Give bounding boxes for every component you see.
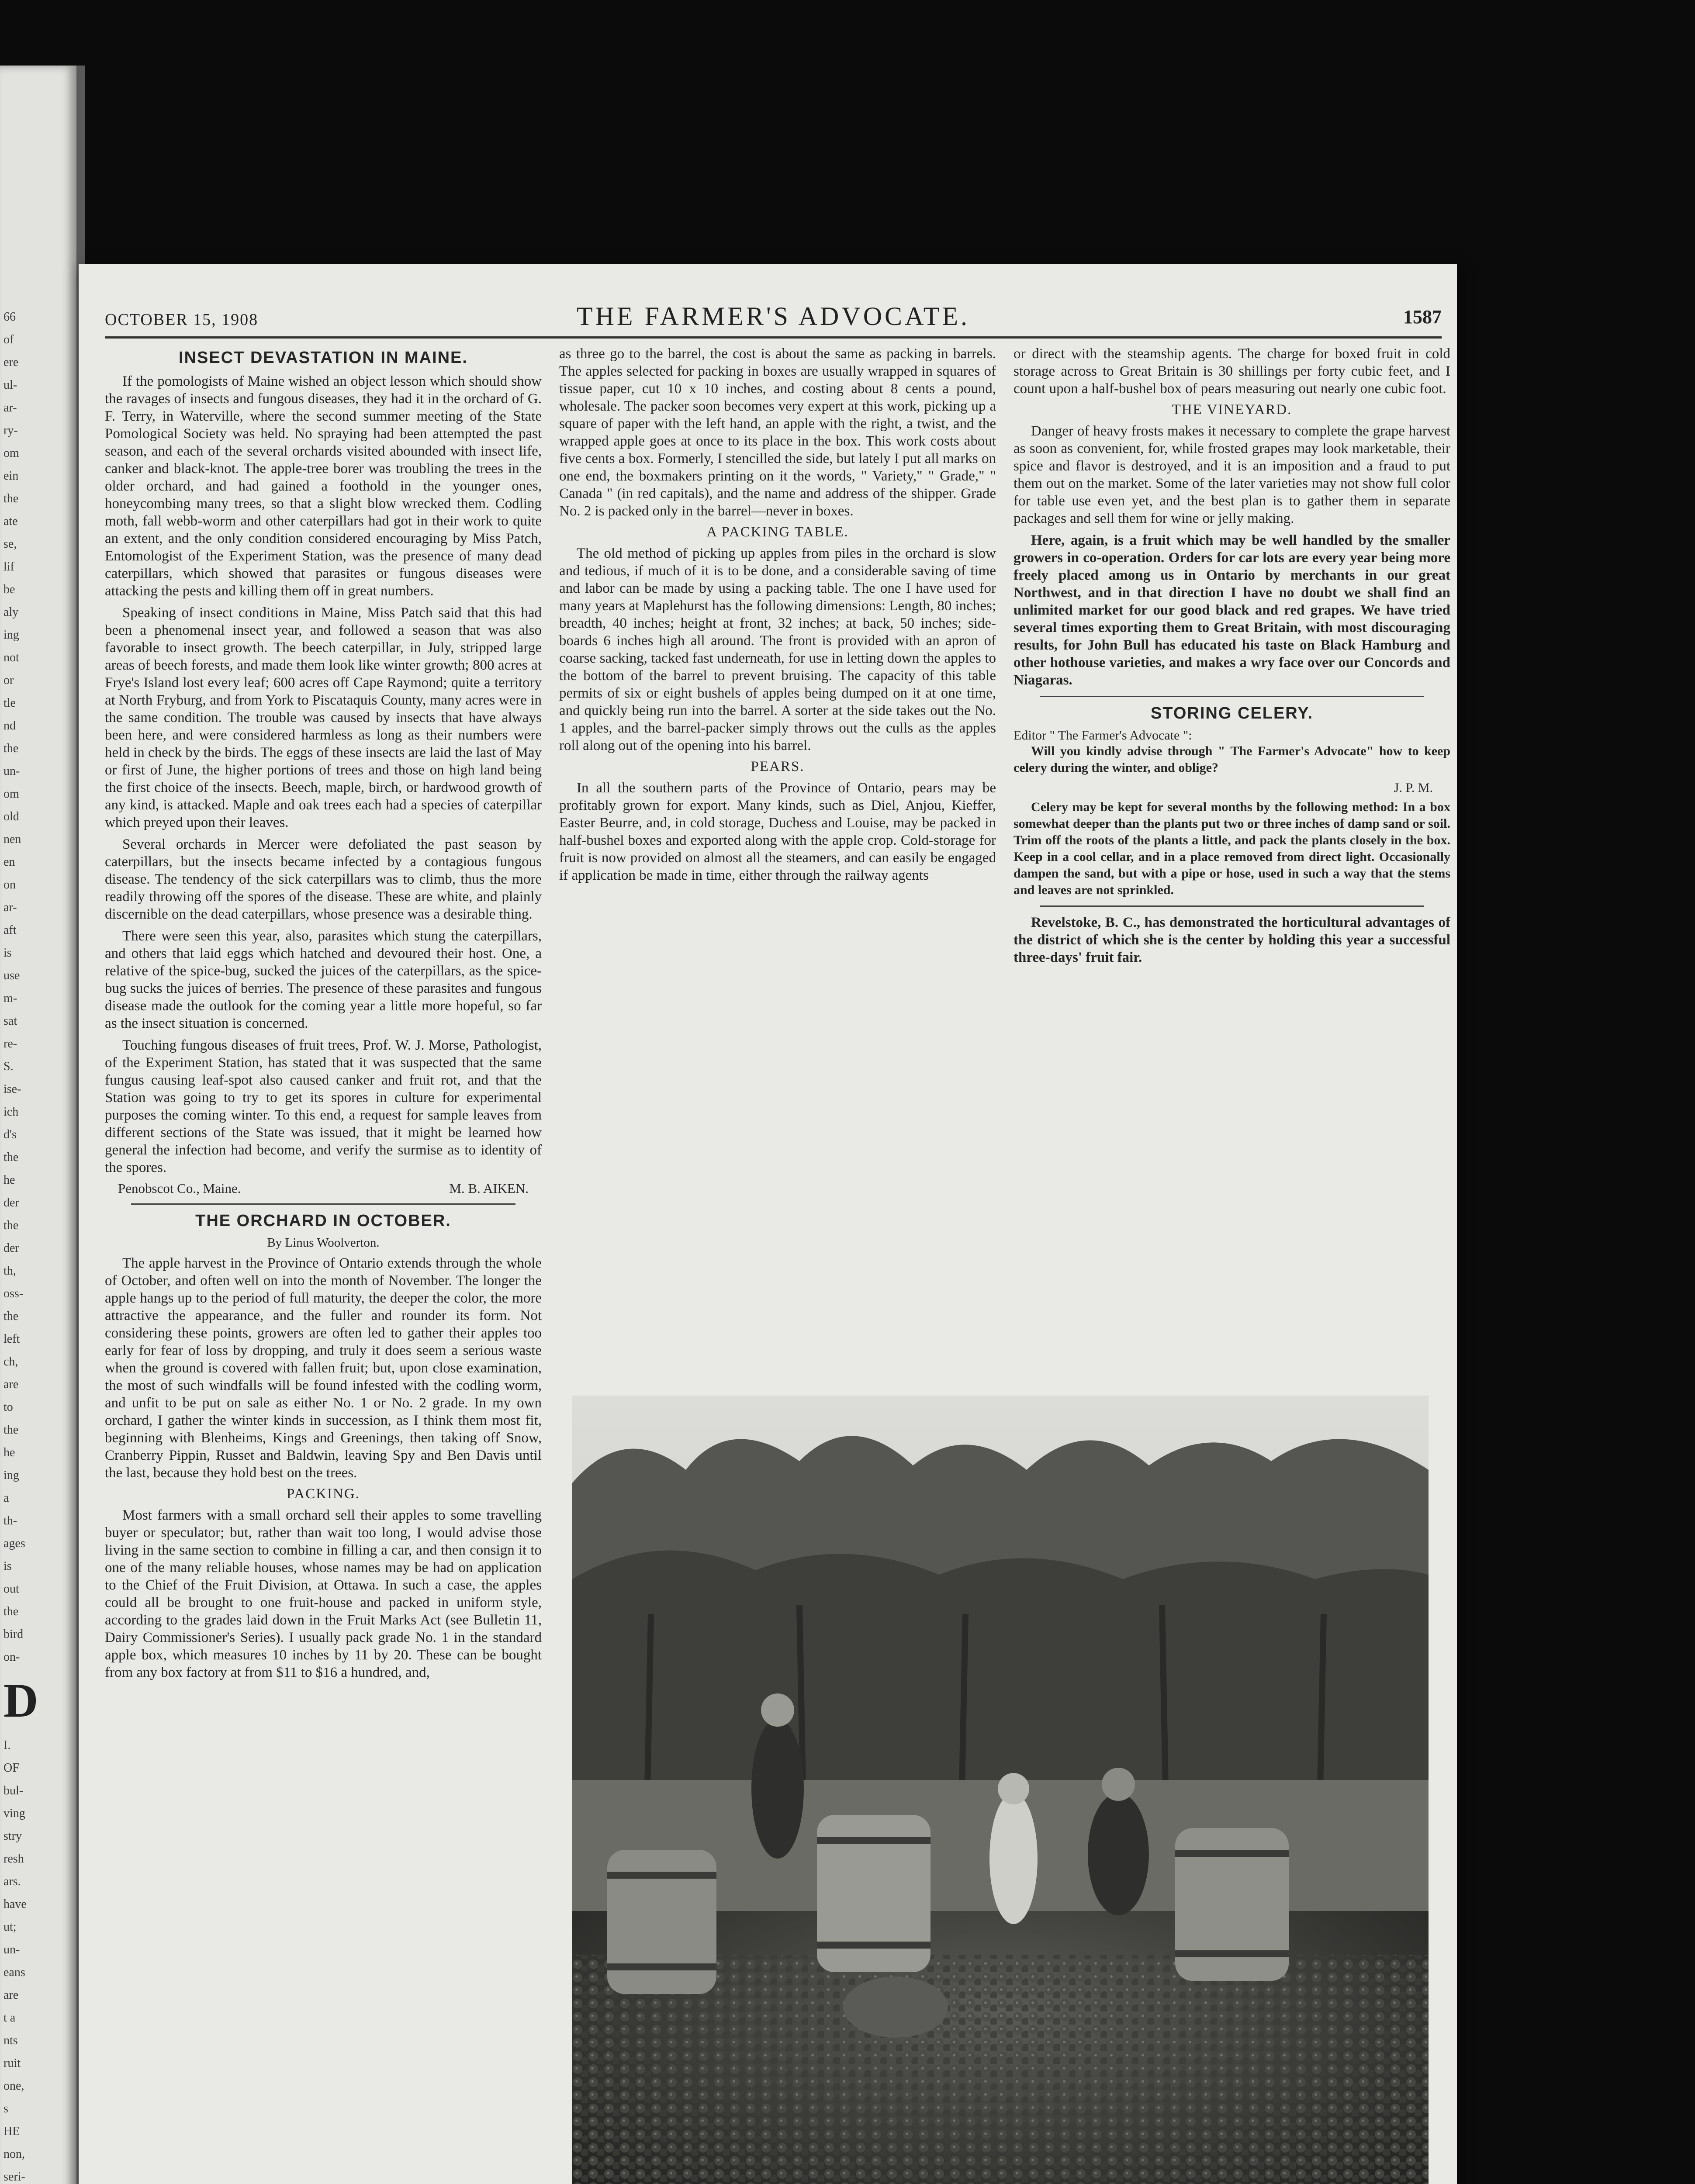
prev-page-fragment: bul- bbox=[3, 1784, 24, 1797]
prev-page-fragment: om bbox=[3, 446, 19, 460]
prev-page-fragment: the bbox=[3, 1605, 19, 1618]
prev-page-fragment: ch, bbox=[3, 1355, 18, 1368]
divider bbox=[131, 1203, 515, 1205]
prev-page-fragment: 66 bbox=[3, 310, 16, 324]
prev-page-fragment: on- bbox=[3, 1650, 20, 1664]
prev-page-fragment: stry bbox=[3, 1829, 22, 1843]
prev-page-fragment: th- bbox=[3, 1514, 17, 1527]
signature-name: M. B. AIKEN. bbox=[449, 1181, 529, 1196]
prev-page-fragment: re- bbox=[3, 1037, 17, 1051]
paragraph: If the pomologists of Maine wished an object lesson which should show the ravages of insects and fungous diseases, they had it in the orchard of G. F. Terry, in Waterville, where the second summer meeting of the State Pomological Society was held. No spraying had been attempted the past season, and each of the several orchards visited abounded with insect life, canker and black-knot. The apple-tree borer was troubling the trees in the older orchard, and had gained a foothold in the younger ones, honeycombing many trees, so that a slight blow wrecked them. Codling moth, fall webb-worm and other caterpillars had got in their work to quite an extent, and the only condition considered encouraging by Miss Patch, Entomologist of the Experiment Station, was the presence of many dead caterpillars, which showed that parasites or fungous diseases were attacking the pests and killing them off in great numbers. bbox=[105, 373, 542, 599]
prev-page-fragment: nts bbox=[3, 2034, 18, 2047]
page-number: 1587 bbox=[1403, 306, 1442, 328]
pears-heading: PEARS. bbox=[751, 759, 805, 774]
prev-page-fragment: en bbox=[3, 855, 15, 869]
prev-page-fragment: ere bbox=[3, 356, 19, 369]
signature-place: Penobscot Co., Maine. bbox=[118, 1181, 241, 1196]
prev-page-fragment: be bbox=[3, 583, 15, 596]
packing-subheading: PACKING. bbox=[287, 1486, 360, 1502]
column-2 bbox=[559, 345, 996, 1389]
publication-title: THE FARMER'S ADVOCATE. bbox=[576, 302, 970, 331]
prev-page-fragment: not bbox=[3, 651, 19, 664]
prev-page-fragment: der bbox=[3, 1241, 19, 1255]
prev-page-fragment: der bbox=[3, 1196, 19, 1209]
prev-page-fragment: non, bbox=[3, 2147, 25, 2161]
question-initials: J. P. M. bbox=[1394, 781, 1433, 795]
prev-page-fragment: one, bbox=[3, 2079, 24, 2093]
paragraph: Danger of heavy frosts makes it necessary to complete the grape harvest as soon as convenient, for, while frosted grapes may look marketable, their spice and flavor is destroyed, and it is an imposition and a fraud to put them out on the market. Some of the later varieties may not show full color for table use even yet, and the best plan is to gather them in separate packages and sell them for wine or jelly making. bbox=[1014, 423, 1450, 526]
orchard-article-byline: By Linus Woolverton. bbox=[267, 1236, 380, 1250]
prev-page-fragment: d's bbox=[3, 1128, 17, 1141]
prev-page-fragment: ving bbox=[3, 1807, 25, 1820]
paragraph: Here, again, is a fruit which may be well handled by the smaller growers in co-operation. Orders for car lots are every year being more freely placed among us in Ontario by merchants in our great Northwest, and in that direction I have no doubt we shall find an unlimited market for our good black and red grapes. We have tried several times exporting them to Great Britain, with most discouraging results, for John Bull has educated his taste on Black Hamburg and other hothouse varieties, and makes a wry face over our Concords and Niagaras. bbox=[1014, 532, 1450, 688]
paragraph: Touching fungous diseases of fruit trees, Prof. W. J. Morse, Pathologist, of the Experiment Station, has stated that it was suspected that the same fungus causing leaf-spot also caused canker and fruit rot, and that the Station was going to try to get its spores in culture for experimental purposes the coming winter. To this end, a request for sample leaves from different sections of the State was issued, that it might be learned how general the infection had become, and verify the surmise as to identity of the spores. bbox=[105, 1037, 542, 1175]
prev-page-fragment: are bbox=[3, 1378, 19, 1391]
insect-article-heading: INSECT DEVASTATION IN MAINE. bbox=[179, 349, 468, 367]
prev-page-fragment: ich bbox=[3, 1105, 19, 1119]
prev-page-fragment: he bbox=[3, 1446, 15, 1459]
paragraph: Most farmers with a small orchard sell their apples to some travelling buyer or speculator; but, rather than wait too long, I would advise those living in the same section to combine in filling a car, and then consign it to one of the many reliable houses, whose names may be had on application to the Chief of the Fruit Division, at Ottawa. In such a case, the apples could all be brought to one fruit-house and packed in uniform style, according to the grades laid down in the Fruit Marks Act (see Bulletin 11, Dairy Commissioner's Series). I usually pack grade No. 1 in the standard apple box, which measures 10 inches by 11 by 20. These can be bought from any box factory at from $11 to $16 a hundred, and, bbox=[105, 1507, 542, 1680]
prev-page-fragment: tle bbox=[3, 696, 16, 710]
prev-page-fragment: ry- bbox=[3, 424, 18, 437]
paragraph: There were seen this year, also, parasites which stung the caterpillars, and others that laid eggs which hatched and devoured their host. One, a relative of the spice-bug, sucked the juices of the caterpillars, as the spice-bug sucks the juices of berries. The presence of these parasites and fungous disease made the outlook for the coming year a little more hopeful, so far as the insect situation is concerned. bbox=[105, 928, 542, 1031]
prev-page-fragment: ing bbox=[3, 1469, 19, 1482]
prev-page-fragment: un- bbox=[3, 1943, 20, 1956]
prev-page-fragment: ut; bbox=[3, 1920, 17, 1934]
prev-page-fragment: nd bbox=[3, 719, 16, 733]
issue-date: OCTOBER 15, 1908 bbox=[105, 311, 259, 329]
prev-page-fragment: ars. bbox=[3, 1875, 21, 1888]
insect-article-body bbox=[105, 373, 542, 1176]
paragraph: as three go to the barrel, the cost is about the same as packing in barrels. The apples selected for packing in boxes are usually wrapped in squares of tissue paper, cut 10 x 10 inches, and costing about 8 cents a pound, wholesale. The packer soon becomes very expert at this work, picking up a square of paper with the left hand, an apple with the right, a twist, and the wrapped apple goes at once to its place in the box. This work costs about five cents a box. Formerly, I stencilled the side, but lately I put all marks on one end, the boxmakers printing on it the words, " Variety," " Grade," " Canada " (in red capitals), and the name and address of the shipper. Grade No. 2 is packed only in the barrel—never in boxes. bbox=[559, 346, 996, 519]
celery-article bbox=[1014, 728, 1450, 898]
vineyard-heading: THE VINEYARD. bbox=[1172, 402, 1292, 418]
prev-page-fragment: un- bbox=[3, 764, 20, 778]
prev-page-fragment: are bbox=[3, 1988, 19, 2002]
packing-table-heading: A PACKING TABLE. bbox=[706, 524, 849, 540]
prev-page-fragment: ruit bbox=[3, 2056, 21, 2070]
prev-page-fragment: th, bbox=[3, 1264, 16, 1278]
prev-page-fragment: om bbox=[3, 787, 19, 801]
prev-page-fragment: nen bbox=[3, 833, 21, 846]
column-3 bbox=[1014, 345, 1450, 1389]
prev-page-fragment: out bbox=[3, 1582, 19, 1596]
paragraph: The apple harvest in the Province of Ontario extends through the whole of October, and often well on into the month of November. The longer the apple hangs up to the period of full maturity, the deeper the color, the more attractive the appearance, and the fuller and rounder its form. Not considering these points, growers are often led to gather their apples too early for fear of loss by dropping, and truly it does seem a serious waste when the ground is covered with fallen fruit; but, upon close examination, the most of such windfalls will be found infested with the codling worm, and unfit to be put on sale as either No. 1 or No. 2 grade. In my own orchard, I gather the winter kinds in succession, as I think them most fit, beginning with Blenheims, Kings and Greenings, then taking off Snow, Cranberry Pippin, Russet and Baldwin, leaving Spy and Ben Davis until the last, because they hold best on the trees. bbox=[105, 1255, 542, 1481]
prev-page-fragment: the bbox=[3, 742, 19, 755]
photo-illustration bbox=[572, 1396, 1429, 2184]
orchard-article-heading: THE ORCHARD IN OCTOBER. bbox=[195, 1212, 451, 1230]
prev-page-fragment: ing bbox=[3, 628, 19, 642]
prev-page-fragment: aft bbox=[3, 923, 17, 937]
insect-article-signature bbox=[105, 1181, 542, 1196]
prev-page-fragment: or bbox=[3, 674, 14, 687]
prev-page-fragment: S. bbox=[3, 1060, 14, 1073]
prev-page-fragment: aly bbox=[3, 605, 19, 619]
divider bbox=[1040, 696, 1424, 697]
prev-page-fragment: ise- bbox=[3, 1082, 21, 1096]
prev-page-fragment: is bbox=[3, 946, 12, 960]
prev-page-fragment: m- bbox=[3, 992, 17, 1005]
prev-page-fragment: eans bbox=[3, 1966, 25, 1979]
prev-page-fragment: se, bbox=[3, 537, 17, 551]
prev-page-fragment: s bbox=[3, 2102, 8, 2115]
prev-page-fragment: D bbox=[3, 1674, 38, 1727]
prev-page-fragment: the bbox=[3, 1151, 19, 1164]
prev-page-fragment: the bbox=[3, 1219, 19, 1232]
editor-line: Editor " The Farmer's Advocate ": bbox=[1014, 728, 1192, 743]
divider bbox=[1040, 905, 1424, 907]
prev-page-fragment: he bbox=[3, 1173, 15, 1187]
prev-page-fragment: HE bbox=[3, 2125, 20, 2138]
masthead bbox=[105, 301, 1442, 339]
column-1 bbox=[105, 345, 542, 2184]
prev-page-fragment: OF bbox=[3, 1761, 19, 1775]
basket bbox=[843, 1977, 948, 2038]
prev-page-fragment: ein bbox=[3, 469, 19, 483]
prev-page-fragment: lif bbox=[3, 560, 14, 574]
prev-page-fragment: have bbox=[3, 1897, 27, 1911]
paragraph: In all the southern parts of the Province of Ontario, pears may be profitably grown for export. Many kinds, such as Diel, Anjou, Kieffer, Easter Beurre, and, in cold storage, Duchess and Louise, may be packed in half-bushel boxes and exported along with the apple crop. Cold-storage for fruit is now provided on almost all the steamers, and can easily be engaged if application be made in time, either through the railway agents bbox=[559, 780, 996, 883]
prev-page-fragment: of bbox=[3, 333, 14, 346]
revelstoke-note: Revelstoke, B. C., has demonstrated the horticultural advantages of the district of which she is the center by holding this year a successful three-days' fruit fair. bbox=[1014, 915, 1450, 965]
newspaper-page bbox=[79, 264, 1457, 2184]
prev-page-fragment: ate bbox=[3, 515, 18, 528]
prev-page-fragment: is bbox=[3, 1559, 12, 1573]
prev-page-fragment: ul- bbox=[3, 378, 17, 392]
paragraph: Speaking of insect conditions in Maine, Miss Patch said that this had been a phenomenal insect year, and followed a season that was also favorable to insect growth. The beech caterpillar, in July, stripped large areas of beech forests, and made them look like winter growth; 800 acres at Frye's Island lost every leaf; 600 acres off Cape Raymond; quite a territory at North Fryburg, and from York to Piscataquis County, many acres were in the same condition. The trouble was caused by insects that have always been here, and were considered harmless as long as their numbers were held in check by the birds. The eggs of these insects are laid the last of May or first of June, the higher portions of trees and those on high land being the first choice of the insects. Beech, maple, birch, or hardwood growth of any kind, is attacked. Maple and oak trees each had a species of caterpillar which preyed upon their leaves. bbox=[105, 605, 542, 830]
prev-page-fragment: sat bbox=[3, 1014, 17, 1028]
prev-page-fragment: old bbox=[3, 810, 19, 823]
prev-page-fragment: bird bbox=[3, 1628, 24, 1641]
prev-page-fragment: oss- bbox=[3, 1287, 24, 1300]
prev-page-fragment: ar- bbox=[3, 901, 17, 914]
prev-page-fragment: I. bbox=[3, 1738, 11, 1752]
previous-page-edge bbox=[0, 66, 76, 2184]
answer: Celery may be kept for several months by the following method: In a box somewhat deeper than the plants put two or three inches of damp sand or soil. Trim off the roots of the plants a little, and pack the plants closely in the box. Keep in a cool cellar, and in a place removed from direct light. Occasionally dampen the sand, but with a pipe or hose, used in such a way that the stems and leaves are not sprinkled. bbox=[1014, 800, 1450, 897]
prev-page-fragment: the bbox=[3, 1310, 19, 1323]
paragraph: or direct with the steamship agents. The charge for boxed fruit in cold storage across to Great Britain is 30 shillings per forty cubic feet, and I count upon a half-bushel box of pears measuring out nearly one cubic foot. bbox=[1014, 346, 1450, 397]
paragraph: Several orchards in Mercer were defoliated the past season by caterpillars, but the insects became infected by a contagious fungous disease. The tendency of the sick caterpillars was to climb, thus the more readily throwing off the spores of the disease. These are white, and plainly discernible on the dead caterpillars, whose presence was a desirable thing. bbox=[105, 836, 542, 922]
celery-heading: STORING CELERY. bbox=[1150, 704, 1314, 722]
question: Will you kindly advise through " The Farmer's Advocate" how to keep celery during the winter, and oblige? bbox=[1014, 744, 1450, 775]
paragraph: The old method of picking up apples from piles in the orchard is slow and tedious, if much of it is to be done, and a considerable saving of time and labor can be made by using a packing table. The one I have used for many years at Maplehurst has the following dimensions: Length, 80 inches; breadth, 40 inches; height at front, 32 inches; at back, 50 inches; side-boards 6 inches high all around. The front is provided with an apron of coarse sacking, tacked fast underneath, for use in letting down the apples to the bottom of the barrel to prevent bruising. The capacity of this table permits of six or eight bushels of apples being dumped on it at one time, and quickly being run into the barrel. A sorter at the side takes out the No. 1 apples, and the barrel-packer simply throws out the culls as the apples roll along out of the opening into his barrel. bbox=[559, 546, 996, 753]
tree-canopy-dark bbox=[572, 1551, 1429, 1789]
prev-page-fragment: a bbox=[3, 1491, 9, 1505]
prev-page-fragment: ages bbox=[3, 1537, 25, 1550]
orchard-photograph bbox=[572, 1396, 1429, 2184]
prev-page-fragment: the bbox=[3, 492, 19, 505]
prev-page-fragment: on bbox=[3, 878, 16, 892]
prev-page-fragment: t a bbox=[3, 2011, 16, 2025]
prev-page-fragment: resh bbox=[3, 1852, 24, 1866]
prev-page-fragment: to bbox=[3, 1400, 13, 1414]
prev-page-fragment: seri- bbox=[3, 2170, 25, 2184]
prev-page-fragment: the bbox=[3, 1423, 19, 1437]
prev-page-fragment: ar- bbox=[3, 401, 17, 415]
prev-page-fragment: use bbox=[3, 969, 20, 982]
prev-page-fragment: left bbox=[3, 1332, 20, 1346]
